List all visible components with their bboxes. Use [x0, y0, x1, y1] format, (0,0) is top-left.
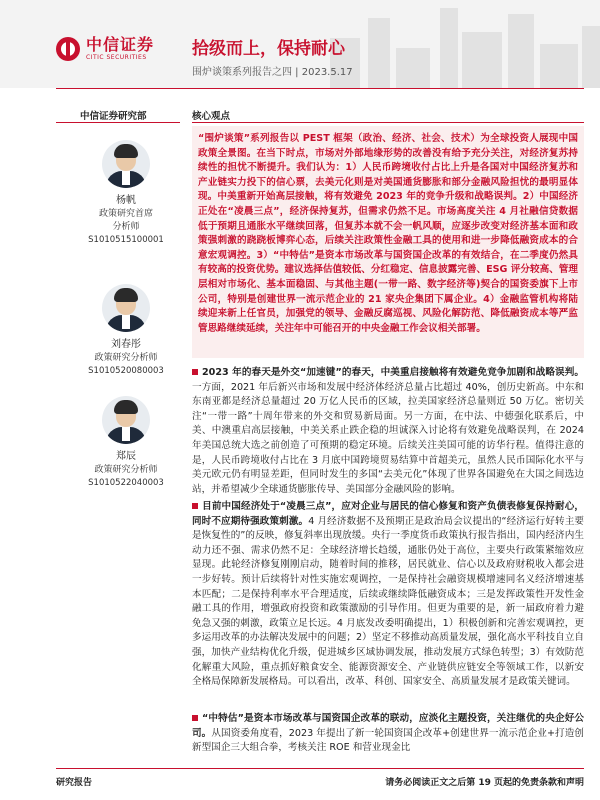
- bullet-square-icon: [192, 715, 198, 721]
- analyst-role: 政策研究分析师: [94, 465, 158, 475]
- skyline-decoration: [396, 48, 430, 88]
- logo-english-name: CITIC SECURITIES: [86, 54, 147, 61]
- skyline-decoration: [540, 44, 578, 88]
- avatar: [102, 284, 150, 332]
- analyst-role: 政策研究分析师: [94, 353, 158, 363]
- section-lead: 目前中国经济处于“凌晨三点”，应对企业与居民的信心修复和资产负债表修复保持耐心，同时不应期待强政策刺激。: [192, 501, 584, 527]
- analyst-license-id: S1010522040003: [88, 478, 164, 488]
- company-logo: [56, 36, 154, 62]
- analyst-license-id: S1010520080003: [88, 366, 164, 376]
- header-divider: [56, 88, 584, 89]
- report-header: [0, 0, 600, 88]
- summary-lead: “围炉谈策”系列报告以 PEST 框架（政治、经济、社会、技术）为全球投资人展现中国政策全景图。: [198, 133, 578, 159]
- section-body: 4 月经济数据不及预期正是政治局会议提出的“经济运行好转主要是恢复性的”的反映，修复斜率出现放缓。央行一季度货币政策执行报告指出，国内经济内生动力还不强、需求仍然不足：全球经济增长趋缓，通胀仍处于高位，主要央行政策紧缩效应显现。此轮经济修复刚刚启动，随着时间的推移，居民就业、信心以及政府财税收入都会进一步好转。预计后续将针对性实施宏观调控，一是保持社会融资规模增速同名义经济增速基本匹配；二是保持利率水平合理适度，后续或继续降低融资成本；三是发挥政策性开发性金融工具的作用，增强政府投资和政策激励的引导作用。但更为重要的是，新一届政府着力避免急又强的刺激，政策立足长远。4 月底发改委明确提出，1）积极创新和完善宏观调控，更多运用改革的办法解决发展中的问题；2）坚定不移推动高质量发展，强化高水平科技自立自强，加快产业结构优化升级，促进城乡区域协调发展，推动发展方式绿色转型；3）有效防范化解重大风险，重点抓好粮食安全、能源资源安全、产业链供应链安全等领域工作，以新安全格局保障新发展格局。可以看出，改革、科创、国家安全、高质量发展才是政策关键词。: [192, 515, 585, 688]
- analyst-role: 政策研究首席: [98, 209, 153, 219]
- report-title: 拾级而上，保持耐心: [192, 39, 345, 59]
- summary-paragraph: [192, 132, 584, 336]
- skyline-decoration: [582, 26, 600, 88]
- logo-chinese-name: 中信证券: [86, 35, 155, 54]
- section-body: 从国资委角度看，2023 年提出了新一轮国资国企改革+创建世界一流示范企业+打造创新型国企三大组合拳，考核关注 ROE 和营业现金比: [192, 727, 585, 754]
- avatar: [102, 396, 150, 444]
- footer-label: 研究报告: [56, 778, 93, 788]
- footer-divider: [56, 768, 584, 769]
- analyst-name: 刘春彤: [111, 339, 141, 350]
- summary-body: 在当下时点，市场对外部地缘形势的改善没有给予充分关注，对经济复苏持续性的担忧不断提升。我们认为：1）人民币跨境收付占比上升是各国对中国经济复苏和产业链实力投下的信心票，去美元化则是对美国通货膨胀和部分金融风险担忧的最明显体现。中美重新开始高层接触，将有效避免 2023 年的竞争升级和战略误判。2）中国经济正处在“凌晨三点”，经济保持复苏，但需求仍然不足。市场高度关注 4 月社融信贷数据低于预期且通胀水平继续回落，但复苏本就不会一帆风顺，应逐步改变对经济基本面和政策强刺激的跷跷板博弈心态，后续关注政策性金融工具的使用和进一步降低融资成本的合意宏观调控。3）“中特估”是资本市场改革与国资国企改革的有效结合，在二季度仍然具有较高的投资优势。建议选择估值较低、分红稳定、信息披露完善、ESG 评分较高、管理层相对市场化、基本面稳固、与其他主题(一带一路、数字经济等)契合的国资委旗下上市公司，特别是创建世界一流示范企业的 21 家央企集团下属企业。4）金融监管机构将陆续迎来新上任官员，加强党的领导、金融反腐巡视、风险化解防范、降低融资成本等严监管思路继续延续，关注年中可能召开的中央金融工作会议相关部署。: [198, 147, 579, 334]
- analyst-name: 郑辰: [116, 451, 136, 462]
- section-paragraph: [192, 500, 584, 690]
- skyline-decoration: [508, 14, 534, 88]
- analyst-license-id: S1010515100001: [88, 235, 164, 245]
- analyst-role: 分析师: [112, 222, 140, 232]
- sidebar-heading: 中信证券研究部: [80, 111, 147, 122]
- skyline-decoration: [440, 8, 458, 88]
- citic-logo-icon: [56, 37, 80, 61]
- footer-disclaimer: 请务必阅读正文之后第 19 页起的免责条款和声明: [385, 778, 584, 788]
- bullet-square-icon: [192, 369, 198, 375]
- section-body: 一方面，2021 年后新兴市场和发展中经济体经济总量占比超过 40%，创历史新高。中东和东南亚都是经济总量超过 20 万亿人民币的区域，拉美国家经济总量则近 50 万亿。密切关注“一带一路”十周年带来的外交和贸易新局面。另一方面，在中法、中德强化联系后，中美、中澳重启高层接触，中美关系止跌企稳的坦诚深入讨论将有效避免战略误判，在 2024 年美国总统大选之前创造了可预期的稳定环境。后续关注美国可能的访华行程。值得注意的是，人民币跨境收付占比在 3 月底中国跨境贸易结算中首超美元，虽然人民币国际化水平与美元欧元仍有明显差距，但同时发生的多国“去美元化”体现了世界各国避免在大国之间选边站，并希望减少全球通货膨胀传导、美国部分金融风险的影响。: [192, 381, 584, 495]
- sidebar-heading-rule: [56, 122, 180, 123]
- main-heading: 核心观点: [192, 111, 231, 122]
- analyst-card: [78, 284, 174, 378]
- section-lead: 2023 年的春天是外交“加速键”的春天，中美重启接触将有效避免竞争加剧和战略误判。: [202, 367, 584, 378]
- avatar: [102, 140, 150, 188]
- main-heading-rule: [192, 122, 584, 123]
- analyst-card: [78, 396, 174, 490]
- analyst-card: [78, 140, 174, 247]
- skyline-decoration: [368, 18, 390, 88]
- skyline-decoration: [462, 32, 502, 88]
- section-paragraph: [192, 366, 584, 497]
- bullet-square-icon: [192, 503, 198, 509]
- analyst-name: 杨帆: [116, 195, 136, 206]
- section-lead: “中特估”是资本市场改革与国资国企改革的联动，应淡化主题投资，关注继优的央企好公司。: [192, 713, 584, 739]
- section-paragraph: [192, 712, 584, 756]
- report-subtitle: 围炉谈策系列报告之四 | 2023.5.17: [192, 67, 353, 78]
